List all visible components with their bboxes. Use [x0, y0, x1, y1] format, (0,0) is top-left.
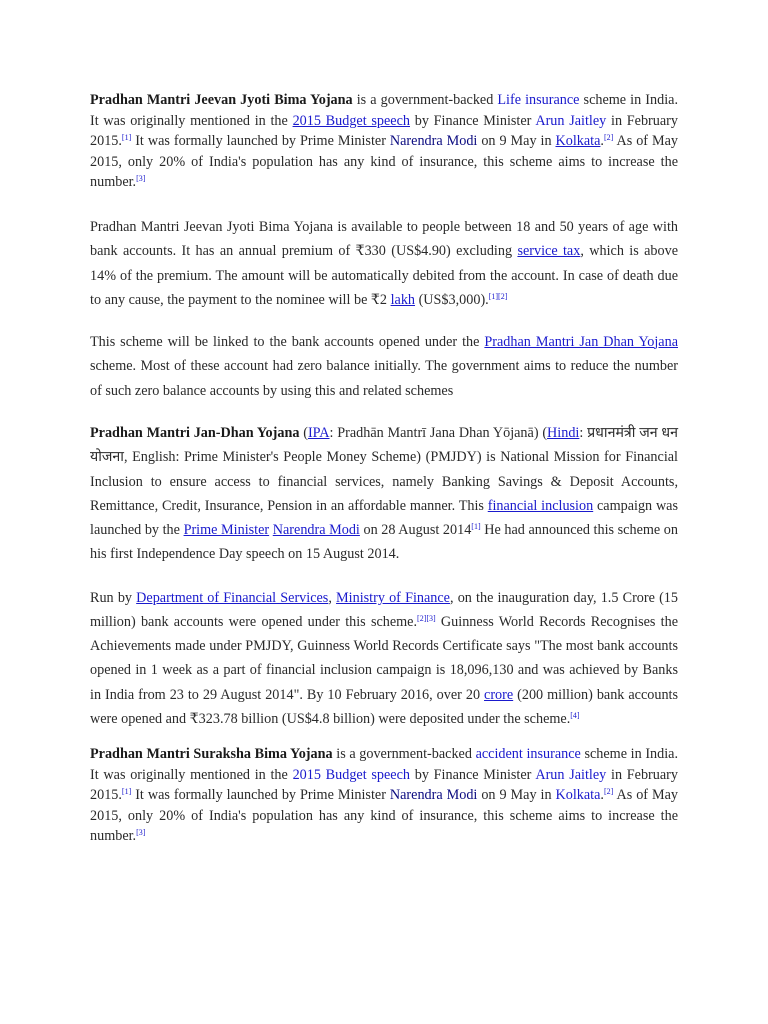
link-2015-budget-speech[interactable]: 2015 Budget speech [292, 766, 410, 783]
text-run: It was formally launched by Prime Minister [131, 787, 390, 803]
text-run: ( [299, 425, 308, 441]
text-run: This scheme will be linked to the bank accounts opened under the [90, 333, 485, 350]
text-run: , on the inauguration day, 1.5 Crore (15 million) bank accounts were opened under this scheme. [90, 589, 678, 630]
link-narendra-modi[interactable]: Narendra Modi [389, 133, 478, 149]
text-run: , [328, 589, 337, 606]
bold-term: Pradhan Mantri Jan-Dhan Yojana [90, 425, 300, 441]
paragraph-pmjdy-records [90, 586, 678, 731]
citation-ref[interactable]: [2] [603, 787, 614, 796]
text-run: . [600, 787, 604, 803]
text-run: by Finance Minister [410, 112, 536, 129]
paragraph-pmjdy [90, 421, 678, 567]
text-run: (US$3,000). [415, 292, 489, 308]
text-run: on 9 May in [477, 787, 556, 803]
document-body [90, 90, 678, 847]
text-run: . [600, 133, 604, 149]
paragraph-jan-dhan-link [90, 330, 678, 404]
text-run: (200 million) bank accounts were opened and ₹323.78 billion (US$4.8 billion) were deposited under the scheme. [90, 686, 679, 727]
link-kolkata[interactable]: Kolkata [555, 787, 601, 803]
link-ipa[interactable]: IPA [307, 425, 330, 441]
citation-ref[interactable]: [4] [570, 710, 580, 720]
text-run: : प्रधानमंत्री जन धन योजना, English: Prime Minister's People Money Scheme) (PMJDY) is National Mission for Financial Inclusion to ensure access to financial services, namely Banking Savings & Deposit Accounts, Remittance, Credit, Insurance, Pension in an affordable manner. This [90, 425, 678, 514]
text-run: Guinness World Records Recognises the Achievements made under PMJDY, Guinness World Records Certificate says "The most bank accounts opened in 1 week as a part of financial inclusion campaign is 18,096,130 and was achieved by Banks in India from 23 to 29 August 2014". By 10 February 2016, over 20 [90, 613, 678, 703]
link-arun-jaitley[interactable]: Arun Jaitley [535, 112, 607, 129]
text-run: : Pradhān Mantrī Jana Dhan Yōjanā) ( [329, 425, 548, 441]
link-hindi[interactable]: Hindi [547, 425, 580, 441]
link-financial-inclusion[interactable]: financial inclusion [487, 497, 594, 514]
text-run: It was formally launched by Prime Minister [131, 133, 390, 149]
citation-ref[interactable]: [3] [136, 174, 146, 183]
text-run: in February 2015. [90, 766, 678, 803]
text-run: scheme. Most of these account had zero balance initially. The government aims to reduce the number of such zero balance accounts by using this and related schemes [90, 358, 678, 399]
text-run: He had announced this scheme on his first Independence Day speech on 15 August 2014. [90, 522, 678, 563]
link-pradhan-mantri-jan-dhan-yojana[interactable]: Pradhan Mantri Jan Dhan Yojana [484, 333, 678, 350]
link-arun-jaitley[interactable]: Arun Jaitley [535, 766, 607, 783]
link-prime-minister[interactable]: Prime Minister [183, 522, 270, 539]
link-kolkata[interactable]: Kolkata [555, 133, 601, 149]
citation-ref[interactable]: [2][3] [417, 613, 436, 623]
text-run: on 28 August 2014 [359, 522, 472, 539]
link-narendra-modi[interactable]: Narendra Modi [389, 787, 478, 803]
text-run: Pradhan Mantri Jeevan Jyoti Bima Yojana is available to people between 18 and 50 years of age with bank accounts. It has an annual premium of ₹330 (US$4.90) excluding [90, 218, 678, 259]
link-department-of-financial-services[interactable]: Department of Financial Services [136, 589, 329, 606]
text-run: in February 2015. [90, 112, 678, 149]
paragraph-pmjjby-eligibility [90, 215, 678, 313]
text-run: As of May 2015, only 20% of India's population has any kind of insurance, this scheme aims to increase the number. [90, 787, 678, 844]
link-service-tax[interactable]: service tax [517, 243, 581, 259]
text-run: by Finance Minister [410, 766, 536, 783]
link-lakh[interactable]: lakh [390, 292, 416, 308]
text-run: As of May 2015, only 20% of India's population has any kind of insurance, this scheme aims to increase the number. [90, 133, 678, 190]
citation-ref[interactable]: [1] [121, 787, 132, 796]
paragraph-pmsby [90, 744, 678, 847]
link-2015-budget-speech[interactable]: 2015 Budget speech [292, 112, 410, 129]
bold-term: Pradhan Mantri Suraksha Bima Yojana [90, 746, 333, 762]
link-crore[interactable]: crore [484, 686, 514, 703]
citation-ref[interactable]: [1][2] [488, 292, 508, 301]
link-ministry-of-finance[interactable]: Ministry of Finance [336, 589, 450, 606]
link-narendra-modi[interactable]: Narendra Modi [272, 522, 360, 539]
text-run: is a government-backed [352, 92, 498, 108]
text-run: scheme in India. It was originally mentioned in the [90, 746, 679, 783]
bold-term: Pradhan Mantri Jeevan Jyoti Bima Yojana [90, 92, 353, 108]
text-run: on 9 May in [477, 133, 556, 149]
citation-ref[interactable]: [1] [471, 522, 481, 532]
citation-ref[interactable]: [2] [603, 133, 614, 142]
text-run: campaign was launched by the [90, 497, 679, 539]
text-run: , which is above 14% of the premium. The amount will be automatically debited from the account. In case of death due to any cause, the payment to the nominee will be ₹2 [90, 243, 678, 308]
text-run: scheme in India. It was originally mentioned in the [90, 92, 678, 129]
link-accident-insurance[interactable]: accident insurance [475, 746, 581, 762]
text-run: is a government-backed [332, 746, 476, 762]
citation-ref[interactable]: [1] [121, 133, 132, 142]
text-run: Run by [90, 589, 137, 606]
citation-ref[interactable]: [3] [136, 828, 146, 837]
paragraph-pmjjby [90, 90, 678, 193]
link-life-insurance[interactable]: Life insurance [497, 92, 580, 108]
